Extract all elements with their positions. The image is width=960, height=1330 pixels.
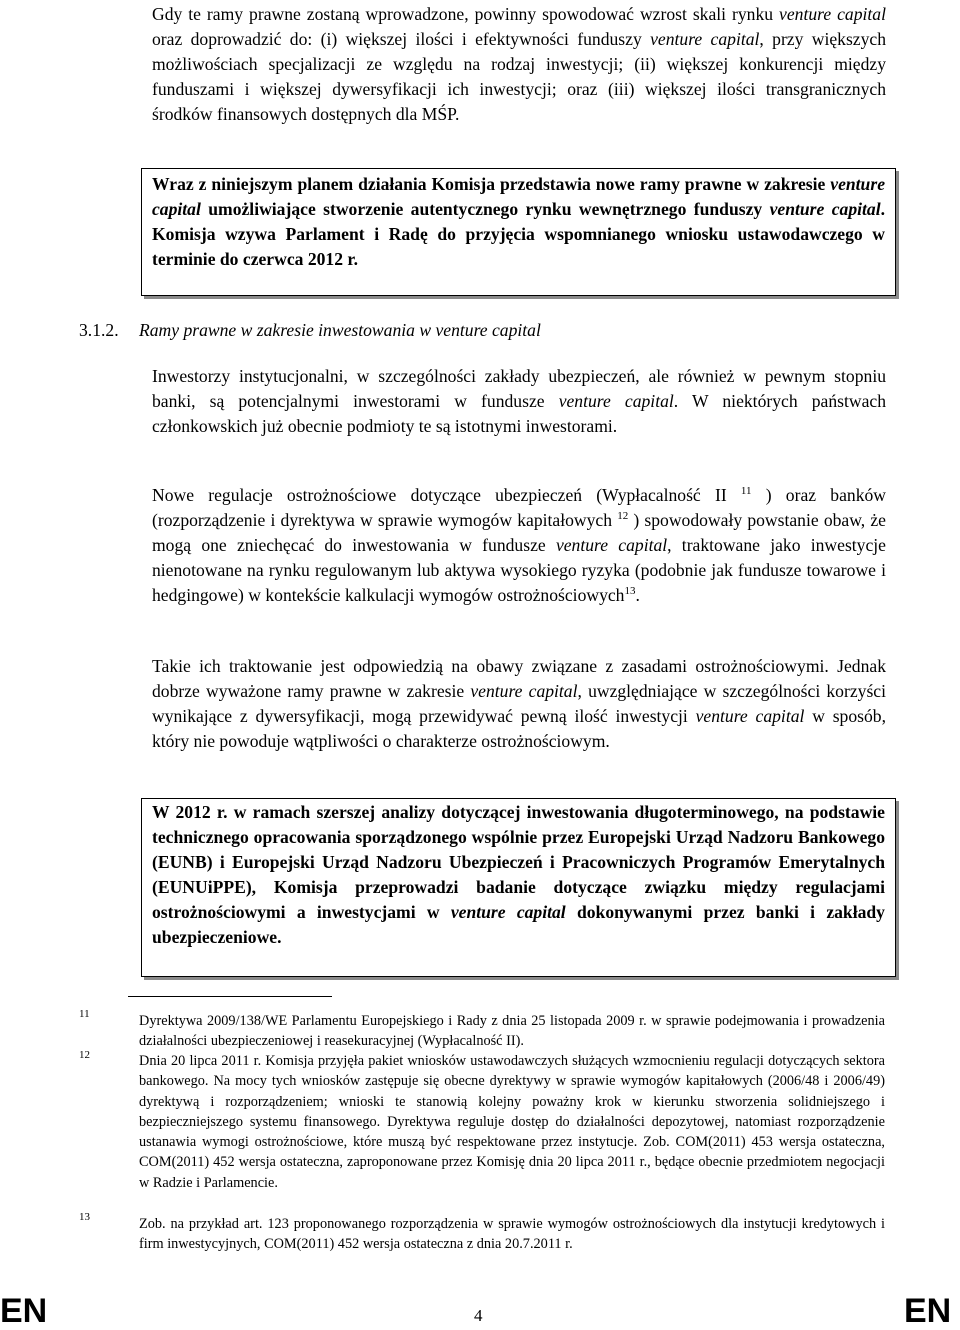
highlight-box-text: Wraz z niniejszym planem działania Komisja przedstawia nowe ramy prawne w zakresie venture capital umożliwiające stworzenie autentycznego rynku wewnętrznego funduszy venture capital. Komisja wzywa Parlament i Radę do przyjęcia wspomnianego wniosku ustawodawczego w terminie do czerwca 2012 r. bbox=[152, 174, 886, 269]
footnote-text: Zob. na przykład art. 123 proponowanego rozporządzenia w sprawie wymogów ostrożnościowych dla instytucji kredytowych i firm inwestycyjnych, COM(2011) 452 wersja ostateczna z dnia 20.7.2011 r. bbox=[139, 1216, 885, 1253]
section-number: 3.1.2. bbox=[79, 320, 119, 340]
footnote-text: Dyrektywa 2009/138/WE Parlamentu Europejskiego i Rady z dnia 25 listopada 2009 r. w sprawie podejmowania i prowadzenia działalności ubezpieczeniowej i reasekuracyjnej (Wypłacalność II). bbox=[139, 1013, 885, 1050]
footnote-number: 12 bbox=[79, 1049, 90, 1061]
page-number: 4 bbox=[474, 1306, 483, 1325]
highlight-box-commission-proposal bbox=[141, 168, 896, 296]
footer-language-left: EN bbox=[0, 1292, 48, 1330]
paragraph-prudential-regulations: Nowe regulacje ostrożnościowe dotyczące ubezpieczeń (Wypłacalność II $^{11}$ ) oraz banków (rozporządzenie i dyrektywa w sprawie wymogów kapitałowych $^{12}$ ) spowodowały powstanie obaw, że mogą one zniechęcać do inwestowania w fundusze venture capital, traktowane jako inwestycje nienotowane na rynku regulowanym lub aktywa wysokiego ryzyka (podobnie jak fundusze towarowe i hedgingowe) w kontekście kalkulacji wymogów ostrożnościowych$^{13}$. bbox=[152, 485, 887, 605]
paragraph-treatment-response: Takie ich traktowanie jest odpowiedzią na obawy związane z zasadami ostrożnościowymi. Jednak dobrze wyważone ramy prawne w zakresie venture capital, uwzględniające w szczególności korzyści wynikające z dywersyfikacji, mogą przewidywać pewną ilość inwestycji venture capital w sposób, który nie powoduje wątpliwości o charakterze ostrożnościowym. bbox=[152, 656, 886, 751]
paragraph-legal-framework-effects: Gdy te ramy prawne zostaną wprowadzone, powinny spowodować wzrost skali rynku venture capital oraz doprowadzić do: (i) większej ilości i efektywności funduszy venture capital, przy większych możliwościach specjalizacji ze względu na rodzaj inwestycji; (ii) większej konkurencji między funduszami i większej dywersyfikacji ich inwestycji; oraz (iii) większej ilości transgranicznych środków finansowych dostępnych dla MŚP. bbox=[152, 4, 887, 124]
paragraph-institutional-investors: Inwestorzy instytucjonalni, w szczególności zakłady ubezpieczeń, ale również w pewnym stopniu banki, są potencjalnymi inwestorami w fundusze venture capital. W niektórych państwach członkowskich już obecnie podmioty te są istotnymi inwestorami. bbox=[152, 366, 886, 436]
highlight-box-text: W 2012 r. w ramach szerszej analizy dotyczącej inwestowania długoterminowego, na podstawie technicznego opracowania sporządzonego wspólnie przez Europejski Urząd Nadzoru Bankowego (EUNB) i Europejski Urząd Nadzoru Ubezpieczeń i Pracowniczych Programów Emerytalnych (EUNUiPPE), Komisja przeprowadzi badanie dotyczące związku między regulacjami ostrożnościowymi a inwestycjami w venture capital dokonywanymi przez banki i zakłady ubezpieczeniowe. bbox=[152, 802, 885, 947]
highlight-box-2012-analysis bbox=[141, 798, 896, 977]
footnote-number: 11 bbox=[79, 1008, 90, 1020]
footnote-separator bbox=[128, 996, 332, 997]
footnote-number: 13 bbox=[79, 1211, 90, 1223]
footer-language-right: EN bbox=[904, 1292, 952, 1330]
footnote-text: Dnia 20 lipca 2011 r. Komisja przyjęła pakiet wniosków ustawodawczych służących wzmocnieniu regulacji dotyczących sektora bankowego. Na mocy tych wniosków zastępuje się obecne dyrektywy w sprawie wymogów kapitałowych (2006/48 i 2006/49) dyrektywą i rozporządzeniem; wnioski te stanowią kolejny poważny krok w kierunku stworzenia solidniejszego i bezpieczniejszego systemu finansowego. Dyrektywa reguluje dostęp do działalności depozytowej, natomiast rozporządzenie ustanawia wymogi ostrożnościowe, które muszą być respektowane przez instytucje. Zob. COM(2011) 453 wersja ostateczna, COM(2011) 452 wersja ostateczna, zaproponowane przez Komisję dnia 20 lipca 2011 r., będące obecnie przedmiotem negocjacji w Radzie i Parlamencie. bbox=[139, 1053, 885, 1191]
section-heading bbox=[79, 318, 541, 343]
section-title: Ramy prawne w zakresie inwestowania w venture capital bbox=[139, 320, 541, 340]
